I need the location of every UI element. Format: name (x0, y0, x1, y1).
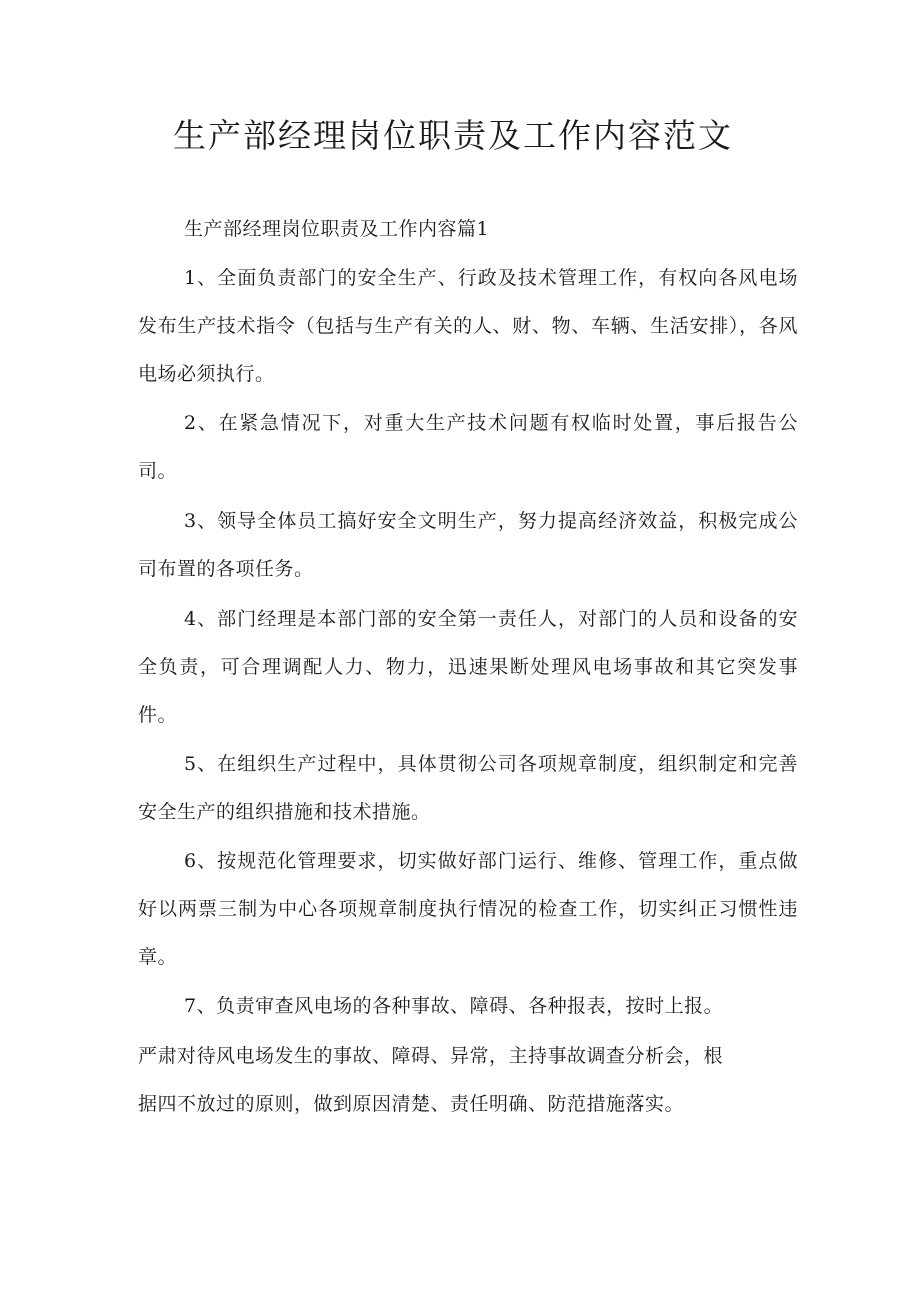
paragraph-7: 7、负责审查风电场的各种事故、障碍、各种报表，按时上报。 (184, 995, 724, 1017)
paragraph-2: 2、在紧急情况下，对重大生产技术问题有权临时处置，事后报告公司。 (138, 412, 798, 482)
document-title: 生产部经理岗位职责及工作内容范文 (173, 116, 733, 155)
paragraph-5: 5、在组织生产过程中，具体贯彻公司各项规章制度，组织制定和完善安全生产的组织措施和技术措施。 (138, 753, 798, 823)
paragraph-3: 3、领导全体员工搞好安全文明生产，努力提高经济效益，积极完成公司布置的各项任务。 (138, 510, 798, 580)
paragraph-9: 据四不放过的原则，做到原因清楚、责任明确、防范措施落实。 (138, 1093, 685, 1115)
paragraph-8: 严肃对待风电场发生的事故、障碍、异常，主持事故调查分析会，根 (138, 1045, 724, 1067)
paragraph-6: 6、按规范化管理要求，切实做好部门运行、维修、管理工作，重点做好以两票三制为中心各项规章制度执行情况的检查工作，切实纠正习惯性违章。 (138, 850, 798, 968)
section-heading: 生产部经理岗位职责及工作内容篇1 (184, 218, 490, 240)
paragraph-4: 4、部门经理是本部门部的安全第一责任人，对部门的人员和设备的安全负责，可合理调配人力、物力，迅速果断处理风电场事故和其它突发事件。 (138, 608, 798, 726)
paragraph-1: 1、全面负责部门的安全生产、行政及技术管理工作，有权向各风电场发布生产技术指令（包括与生产有关的人、财、物、车辆、生活安排），各风电场必须执行。 (138, 267, 798, 385)
